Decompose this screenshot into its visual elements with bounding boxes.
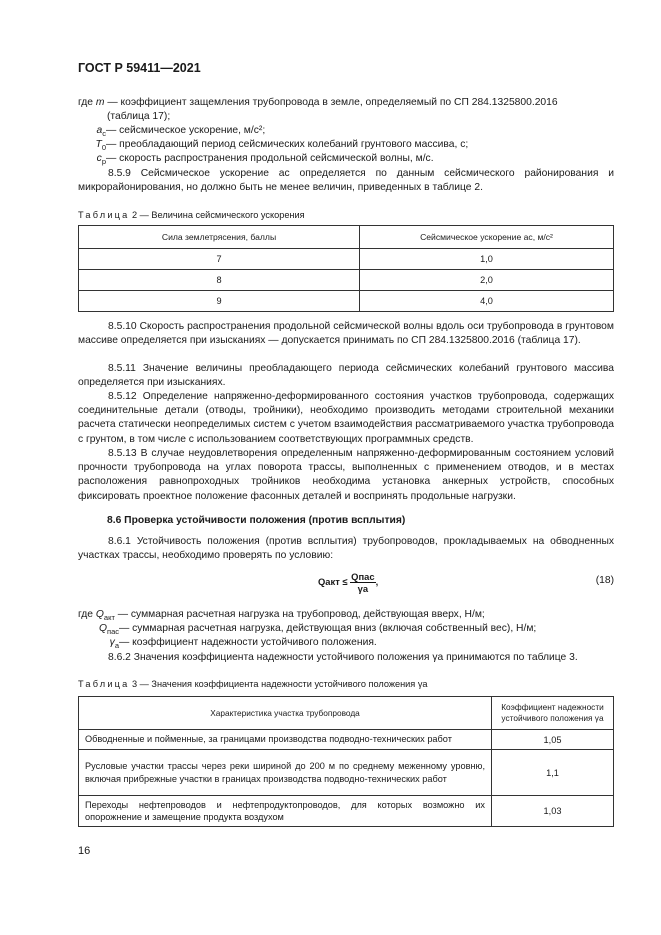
table-header-row xyxy=(79,226,614,249)
definition-cp: — скорость распространения продольной сейсмической волны, м/с. xyxy=(106,153,434,164)
equation-number: (18) xyxy=(595,575,614,586)
table-cell: 2,0 xyxy=(360,270,614,291)
table-row xyxy=(79,249,614,270)
table-header-cell: Сила землетрясения, баллы xyxy=(79,226,360,249)
table-header-cell: Характеристика участка трубопровода xyxy=(79,697,492,730)
definition-t0: — преобладающий период сейсмических колебаний грунтового массива, с; xyxy=(106,139,469,150)
definition-m: где m — коэффициент защемления трубопровода в земле, определяемый по СП 284.1325800.2016 xyxy=(78,97,558,108)
table-cell: 1,05 xyxy=(492,730,614,750)
table-row xyxy=(79,730,614,750)
table-3 xyxy=(78,696,614,827)
formula-denominator: γа xyxy=(357,583,369,594)
table-2 xyxy=(78,225,614,312)
definition-symbol: $T_0$ xyxy=(95,139,106,153)
formula-numerator: Qпас xyxy=(351,571,375,582)
table-cell: 9 xyxy=(79,291,360,312)
definition-symbol: $\gamma_а$ xyxy=(109,637,119,651)
table-row xyxy=(79,750,614,796)
table-header-row xyxy=(79,697,614,730)
table-cell: 8 xyxy=(79,270,360,291)
page-number: 16 xyxy=(78,845,91,857)
table-cell: 1,1 xyxy=(492,750,614,796)
table-3-caption: Таблица 3 — Значения коэффициента надежности устойчивого положения γа xyxy=(78,679,428,689)
table-cell: Обводненные и пойменные, за границами производства подводно-технических работ xyxy=(79,730,492,750)
table-cell: Переходы нефтепроводов и нефтепродуктопроводов, для которых возможно их опорожнение и замещение продукта воздухом xyxy=(79,796,492,827)
table-cell: Русловые участки трассы через реки шириной до 200 м по среднему меженному уровню, включая прибрежные участки в границах производства подводно-технических работ xyxy=(79,750,492,796)
table-cell: 7 xyxy=(79,249,360,270)
definition-symbol: $Q_{пас}$ xyxy=(99,623,119,637)
table-row xyxy=(79,270,614,291)
table-header-cell: Коэффициент надежности устойчивого положения γа xyxy=(492,697,614,730)
table-cell: 1,03 xyxy=(492,796,614,827)
paragraph-8-6-2: 8.6.2 Значения коэффициента надежности устойчивого положения γа принимаются по таблице 3. xyxy=(108,652,578,663)
table-cell: 1,0 xyxy=(360,249,614,270)
paragraph-8-5-13: 8.5.13 В случае неудовлетворения определенным напряженно-деформированным состоянием условий прочности трубопровода на углах поворота трассы, выполненных с применением отводов, и в местах расположения равнопроходных тройников необходима установка анкерных устройств, способных фиксировать проектное положение фасонных деталей и воспринять продольные нагрузки. xyxy=(78,448,614,502)
definition-m-continuation: (таблица 17); xyxy=(107,111,171,122)
paragraph-8-5-11: 8.5.11 Значение величины преобладающего периода сейсмических колебаний грунтового массива определяется при изысканиях. xyxy=(78,363,614,389)
definition-q-akt: где $Q_{акт}$ — суммарная расчетная нагрузка на трубопровод, действующая вверх, Н/м; xyxy=(78,609,485,623)
definition-ac: — сейсмическое ускорение, м/с²; xyxy=(106,125,266,136)
formula-18: Qакт ≤ $\frac{\text{Qпас}}{\gamma а}$ , xyxy=(318,571,379,594)
definition-symbol: $c_p$ xyxy=(96,153,106,167)
paragraph-8-5-10: 8.5.10 Скорость распространения продольной сейсмической волны вдоль оси трубопровода в грунтовом массиве определяется при изысканиях — допускается принимать по СП 284.1325800.2016 (таблица 17). xyxy=(78,321,614,347)
definition-symbol: $a_c$ xyxy=(96,125,106,139)
table-header-cell: Сейсмическое ускорение aс, м/с² xyxy=(360,226,614,249)
section-heading-8-6: 8.6 Проверка устойчивости положения (против всплытия) xyxy=(107,515,406,526)
definition-gamma-a: — коэффициент надежности устойчивого положения. xyxy=(119,637,377,648)
table-cell: 4,0 xyxy=(360,291,614,312)
formula-lhs: Qакт xyxy=(318,575,340,587)
paragraph-8-5-12: 8.5.12 Определение напряженно-деформированного состояния участков трубопровода, содержащих соединительные детали (отводы, тройники), необходимо производить методами строительной механики расчета статически неопределимых систем с учетом взаимодействия рассматриваемого участка трубопровода с грунтом, в том числе с использованием соответствующих программных средств. xyxy=(78,391,614,445)
formula-fraction xyxy=(350,571,375,594)
formula-relation: ≤ xyxy=(342,575,348,587)
table-row xyxy=(79,796,614,827)
table-2-caption: Таблица 2 — Величина сейсмического ускорения xyxy=(78,210,305,220)
table-row xyxy=(79,291,614,312)
paragraph-8-5-9: 8.5.9 Сейсмическое ускорение aс определяется по данным сейсмического районирования и микрорайонирования, но должно быть не менее величин, приведенных в таблице 2. xyxy=(78,168,614,194)
document-code-header: ГОСТ Р 59411—2021 xyxy=(78,61,201,75)
definition-q-pas: — суммарная расчетная нагрузка, действующая вниз (включая собственный вес), Н/м; xyxy=(119,623,537,634)
paragraph-8-6-1: 8.6.1 Устойчивость положения (против всплытия) трубопроводов, прокладываемых на обводненных участках трассы, необходимо проверять по условию: xyxy=(78,536,614,562)
